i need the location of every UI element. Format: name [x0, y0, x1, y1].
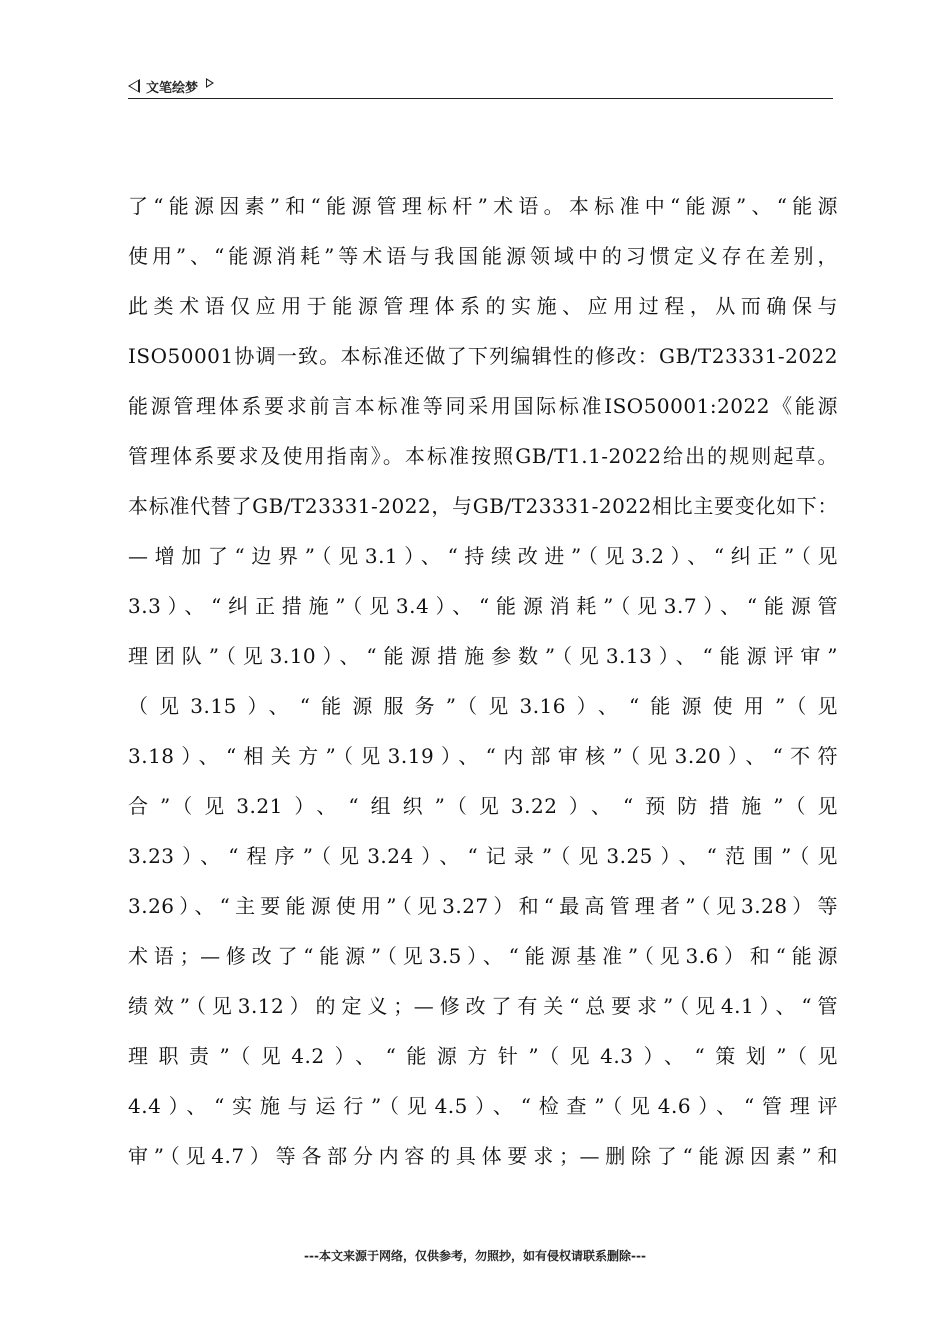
- text-line: 了“能源因素”和“能源管理标杆”术语。本标准中“能源”、“能源: [128, 194, 838, 218]
- text-line: 合”（见3.21）、“组织”（见3.22）、“预防措施”（见: [128, 794, 838, 818]
- text-line: 绩效”（见3.12）的定义；—修改了有关“总要求”（见4.1）、“管: [128, 994, 838, 1018]
- text-line: 审”（见4.7）等各部分内容的具体要求；—删除了“能源因素”和: [128, 1144, 838, 1168]
- text-line: 能源管理体系要求前言本标准等同采用国际标准ISO50001:2022《能源: [128, 394, 838, 418]
- text-line: 本标准代替了GB/T23331-2022，与GB/T23331-2022相比主要变化如下：: [128, 494, 838, 518]
- footer-notice: ---本文来源于网络，仅供参考，勿照抄，如有侵权请联系删除---: [304, 1249, 646, 1263]
- text-line: 3.23）、“程序”（见3.24）、“记录”（见3.25）、“范围”（见: [128, 844, 838, 868]
- header-title: 文笔绘梦: [146, 80, 199, 96]
- text-line: 3.3）、“纠正措施”（见3.4）、“能源消耗”（见3.7）、“能源管: [128, 594, 838, 618]
- text-line: 术语；—修改了“能源”（见3.5）、“能源基准”（见3.6）和“能源: [128, 944, 838, 968]
- text-line: 3.26）、“主要能源使用”（见3.27）和“最高管理者”（见3.28）等: [128, 894, 838, 918]
- text-line: 理职责”（见4.2）、“能源方针”（见4.3）、“策划”（见: [128, 1044, 838, 1068]
- text-line: 使用”、“能源消耗”等术语与我国能源领域中的习惯定义存在差别，: [128, 244, 838, 268]
- body-text: [128, 190, 838, 1190]
- text-line: 3.18）、“相关方”（见3.19）、“内部审核”（见3.20）、“不符: [128, 744, 838, 768]
- text-line: 4.4）、“实施与运行”（见4.5）、“检查”（见4.6）、“管理评: [128, 1094, 838, 1118]
- text-line: 管理体系要求及使用指南》。本标准按照GB/T1.1-2022给出的规则起草。: [128, 444, 838, 468]
- text-line: 理团队”（见3.10）、“能源措施参数”（见3.13）、“能源评审”: [128, 644, 838, 668]
- text-line: —增加了“边界”（见3.1）、“持续改进”（见3.2）、“纠正”（见: [128, 544, 838, 568]
- text-line: （见3.15）、“能源服务”（见3.16）、“能源使用”（见: [128, 694, 838, 718]
- triangle-right-icon: [206, 78, 214, 88]
- triangle-left-icon: [128, 79, 140, 93]
- page-header: [128, 74, 833, 99]
- text-line: ISO50001协调一致。本标准还做了下列编辑性的修改：GB/T23331-2022: [128, 344, 838, 368]
- text-line: 此类术语仅应用于能源管理体系的实施、应用过程，从而确保与: [128, 294, 838, 318]
